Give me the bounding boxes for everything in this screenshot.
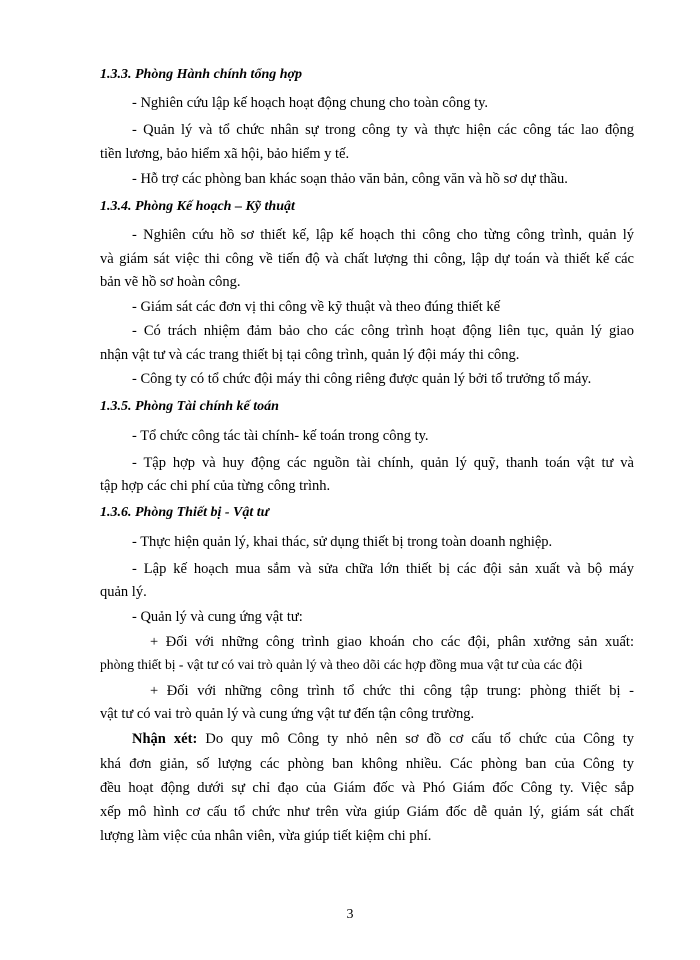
remark-text: Do quy mô Công ty nhỏ nên sơ đồ cơ cấu tổ chức của Công ty <box>197 731 634 747</box>
continuation-line: nhận vật tư và các trang thiết bị tại công trình, quản lý đội máy thi công. <box>100 347 520 363</box>
continuation-line: vật tư có vai trò quản lý và cung ứng vật tư đến tận công trường. <box>100 706 475 722</box>
bullet-line: - Tập hợp và huy động các nguồn tài chính, quản lý quỹ, thanh toán vật tư và <box>132 455 634 471</box>
remark-line: lượng làm việc của nhân viên, vừa giúp tiết kiệm chi phí. <box>100 828 432 844</box>
bullet-line: - Tổ chức công tác tài chính- kế toán trong công ty. <box>132 428 429 444</box>
bullet-line: - Lập kế hoạch mua sắm và sửa chữa lớn thiết bị các đội sản xuất và bộ máy <box>132 561 634 577</box>
bullet-line: - Có trách nhiệm đảm bảo cho các công trình hoạt động liên tục, quản lý giao <box>132 323 634 339</box>
continuation-line: và giám sát việc thi công về tiến độ và chất lượng thi công, lập dự toán và thiết kế các <box>100 251 634 267</box>
section-heading-1-3-4: 1.3.4. Phòng Kế hoạch – Kỹ thuật <box>100 199 295 214</box>
bullet-line: - Giám sát các đơn vị thi công về kỹ thuật và theo đúng thiết kế <box>132 299 501 315</box>
continuation-line: bản vẽ hồ sơ hoàn công. <box>100 274 241 290</box>
bullet-line: - Quản lý và cung ứng vật tư: <box>132 609 303 625</box>
section-heading-1-3-3: 1.3.3. Phòng Hành chính tổng hợp <box>100 67 303 82</box>
remark-label: Nhận xét: <box>132 731 198 747</box>
remark-line: xếp mô hình cơ cấu tổ chức như trên vừa giúp Giám đốc dễ quản lý, giám sát chất <box>100 804 634 820</box>
page-number: 3 <box>346 907 354 922</box>
bullet-line: - Nghiên cứu hồ sơ thiết kế, lập kế hoạch thi công cho từng công trình, quản lý <box>132 227 634 243</box>
bullet-line: - Quản lý và tổ chức nhân sự trong công ty và thực hiện các công tác lao động <box>132 122 634 138</box>
bullet-line: - Nghiên cứu lập kế hoạch hoạt động chung cho toàn công ty. <box>132 95 489 111</box>
remark-line: khá đơn giản, số lượng các phòng ban không nhiều. Các phòng ban của Công ty <box>100 756 634 772</box>
remark-line: đều hoạt động dưới sự chỉ đạo của Giám đốc và Phó Giám đốc Công ty. Việc sắp <box>100 780 634 796</box>
continuation-line: tập hợp các chi phí của từng công trình. <box>100 478 331 494</box>
bullet-line: - Công ty có tổ chức đội máy thi công riêng được quản lý bởi tổ trưởng tổ máy. <box>132 371 592 387</box>
sub-bullet-line: + Đối với những công trình tổ chức thi công tập trung: phòng thiết bị - <box>150 683 634 699</box>
continuation-line: quản lý. <box>100 584 147 600</box>
bullet-line: - Hỗ trợ các phòng ban khác soạn thảo văn bản, công văn và hồ sơ dự thầu. <box>132 171 568 187</box>
section-heading-1-3-5: 1.3.5. Phòng Tài chính kế toán <box>100 399 279 414</box>
bullet-line: - Thực hiện quản lý, khai thác, sử dụng thiết bị trong toàn doanh nghiệp. <box>132 534 553 550</box>
continuation-line: tiền lương, bảo hiểm xã hội, bảo hiểm y tế. <box>100 146 350 162</box>
sub-bullet-line: + Đối với những công trình giao khoán cho các đội, phân xưởng sản xuất: <box>150 634 634 650</box>
remark-first-line <box>132 730 634 748</box>
section-heading-1-3-6: 1.3.6. Phòng Thiết bị - Vật tư <box>100 505 270 520</box>
continuation-line: phòng thiết bị - vật tư có vai trò quản lý và theo dõi các hợp đồng mua vật tư của các đội <box>100 657 583 672</box>
